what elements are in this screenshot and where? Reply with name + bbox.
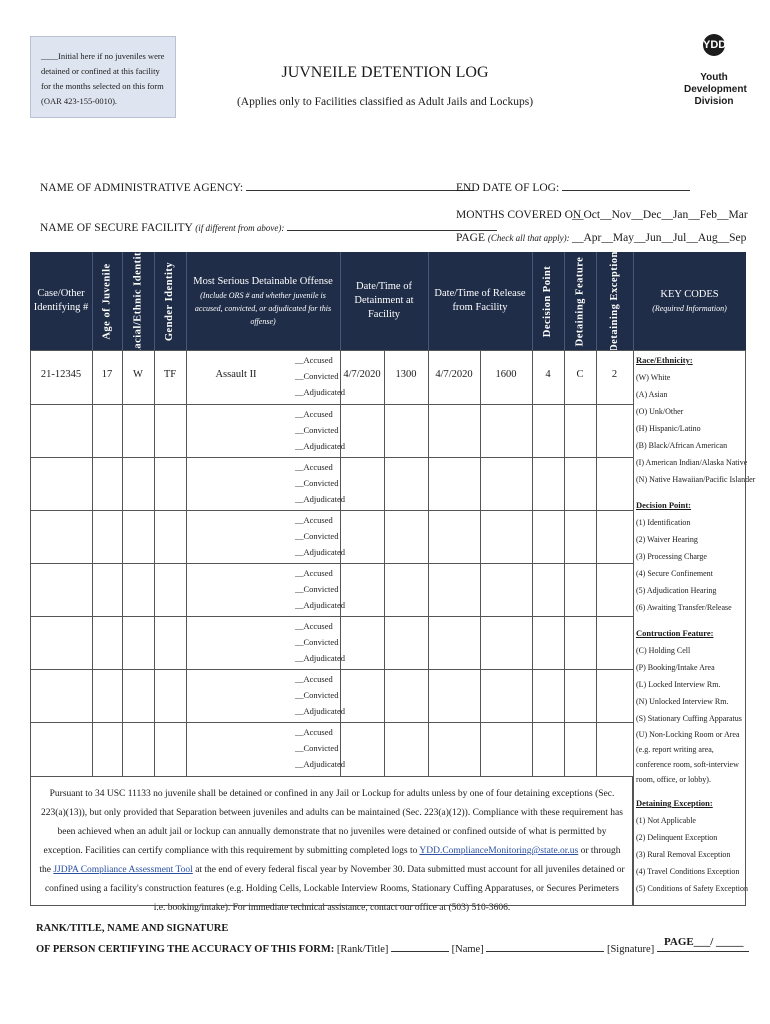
col-case-id-label: Case/Other Identifying # — [33, 288, 89, 313]
end-date-field[interactable] — [456, 180, 690, 194]
col-offense-note: (Include ORS # and whether juvenile is accused, convicted, or adjudicated for this offense) — [194, 290, 332, 326]
key-code-item: (3) Processing Charge — [636, 552, 707, 561]
key-code-item: (N) Unlocked Interview Rm. — [636, 697, 729, 706]
col-key-codes-label: KEY CODES — [660, 288, 719, 300]
key-code-item: (H) Hispanic/Latino — [636, 424, 701, 433]
col-detaining-exception-label: Detaining Exception — [609, 250, 621, 352]
rank-blank[interactable] — [391, 941, 449, 952]
logo-line-2: Development — [684, 84, 747, 95]
col-offense-label: Most Serious Detainable Offense — [193, 275, 333, 287]
key-code-item: (2) Delinquent Exception — [636, 833, 718, 842]
offense-option[interactable]: __Accused — [295, 727, 333, 737]
offense-option[interactable]: __Convicted — [295, 584, 339, 594]
key-code-item: (1) Identification — [636, 518, 691, 527]
offense-option[interactable]: __Adjudicated — [295, 494, 346, 504]
col-detaining-exception — [596, 252, 633, 350]
agency-field[interactable] — [40, 180, 474, 194]
form-subtitle: (Applies only to Facilities classified as Adult Jails and Lockups) — [236, 96, 534, 108]
key-code-item: (P) Booking/Intake Area — [636, 663, 715, 672]
col-detainment — [340, 252, 428, 350]
page-note: (Check all that apply): — [487, 233, 570, 243]
key-construction-last: (U) Non-Locking Room or Area (e.g. report writing area, conference room, soft-interview room, office, or lobby). — [636, 730, 740, 784]
signature-block[interactable] — [36, 918, 749, 960]
offense-option[interactable]: __Convicted — [295, 690, 339, 700]
logo-line-3: Division — [694, 96, 734, 107]
offense-option[interactable]: __Convicted — [295, 478, 339, 488]
table-border — [30, 350, 756, 906]
offense-option[interactable]: __Accused — [295, 674, 333, 684]
offense-option[interactable]: __Adjudicated — [295, 600, 346, 610]
page-label: PAGE — [456, 232, 485, 244]
agency-blank[interactable] — [246, 180, 474, 191]
col-key-codes — [633, 252, 746, 350]
col-race — [122, 245, 154, 357]
notice-part-2: or through the — [39, 846, 621, 875]
key-code-item: (B) Black/African American — [636, 441, 728, 450]
assessment-tool-link[interactable]: JJDPA Compliance Assessment Tool — [53, 865, 193, 875]
sig-line-1: RANK/TITLE, NAME AND SIGNATURE — [36, 923, 229, 934]
offense-option[interactable]: __Convicted — [295, 743, 339, 753]
offense-option[interactable]: __Accused — [295, 355, 333, 365]
secure-facility-field[interactable] — [40, 220, 497, 234]
page-number[interactable]: PAGE___/ _____ — [664, 936, 744, 948]
key-code-item: (4) Secure Confinement — [636, 569, 713, 578]
key-code-item: (S) Stationary Cuffing Apparatus — [636, 714, 742, 723]
offense-option[interactable]: __Adjudicated — [295, 759, 346, 769]
offense-option[interactable]: __Convicted — [295, 531, 339, 541]
key-code-item: (6) Awaiting Transfer/Release — [636, 603, 732, 612]
offense-option[interactable]: __Accused — [295, 409, 333, 419]
notice-part-1: Pursuant to 34 USC 11133 no juvenile shall be detained or confined in any Jail or Lockup for adults unless by one of four detaining exceptions (Sec. 223(a)(13)), but only provided that Separation between juveniles and adults can be maintained (Sec. 223(a)(12)). Compliance with these requirement has been achieved when an adult jail or lockup can annually demonstrate that no juveniles were detained or confined outside of what is permitted by exception. Facilities can certify compliance with this requirement by submitting completed logs to — [41, 789, 623, 856]
col-age-label: Age of Juvenile — [101, 262, 113, 340]
months-row-1[interactable]: __Oct__Nov__Dec__Jan__Feb__Mar — [572, 209, 748, 221]
exception-heading: Detaining Exception: — [636, 798, 713, 808]
rank-label: [Rank/Title] — [336, 944, 389, 955]
offense-option[interactable]: __Adjudicated — [295, 653, 346, 663]
sig-line-2: OF PERSON CERTIFYING THE ACCURACY OF THIS FORM: — [36, 944, 335, 955]
initial-note: ____Initial here if no juveniles were detained or confined at this facility for the months selected on this form (OAR 423-155-0010). — [41, 51, 165, 106]
key-code-item: (O) Unk/Other — [636, 407, 684, 416]
col-case-id — [30, 252, 92, 350]
race-heading: Race/Ethnicity: — [636, 355, 693, 365]
col-decision-point — [532, 252, 564, 350]
col-age — [92, 252, 122, 350]
cell-race[interactable]: W — [133, 369, 143, 380]
cell-feature[interactable]: C — [576, 369, 584, 380]
key-code-item: (5) Adjudication Hearing — [636, 586, 717, 595]
offense-option[interactable]: __Adjudicated — [295, 547, 346, 557]
col-offense — [186, 252, 340, 350]
offense-option[interactable]: __Adjudicated — [295, 706, 346, 716]
key-code-item: (N) Native Hawaiian/Pacific Islander — [636, 475, 756, 484]
compliance-email-link[interactable]: YDD.ComplianceMonitoring@state.or.us — [419, 846, 579, 856]
key-code-item: (4) Travel Conditions Exception — [636, 867, 740, 876]
offense-option[interactable]: __Convicted — [295, 425, 339, 435]
decision-heading: Decision Point: — [636, 500, 692, 510]
col-gender-label: Gender Identity — [164, 261, 176, 341]
key-code-item: (W) White — [636, 373, 671, 382]
end-date-label: END DATE OF LOG: — [456, 182, 560, 194]
offense-option[interactable]: __Accused — [295, 568, 333, 578]
form-title: JUVNEILE DETENTION LOG — [281, 64, 489, 81]
initial-note-box[interactable] — [30, 36, 176, 118]
cell-release-date[interactable]: 4/7/2020 — [435, 369, 473, 380]
cell-gender[interactable]: TF — [163, 369, 177, 380]
cell-release-time[interactable]: 1600 — [495, 369, 517, 380]
notice-part-3: at the end of every federal fiscal year by November 30. Data submitted must account for all juveniles detained or confined using a facility's construction features (e.g. Holding Cells, Lockable Interview Rooms, Stationary Cuffing Apparatuses, or Secures Perimeters i.e. booking/intake). For immediate technical assistance, contact our office at (503) 510-3606. — [44, 865, 625, 913]
page-months-label — [456, 232, 570, 244]
ydd-logo — [684, 34, 747, 114]
col-key-codes-note: (Required Information) — [652, 303, 727, 313]
secure-facility-note: (if different from above): — [195, 223, 285, 233]
offense-option[interactable]: __Convicted — [295, 371, 339, 381]
logo-line-1: Youth — [700, 72, 728, 83]
offense-option[interactable]: __Accused — [295, 515, 333, 525]
signature-label: [Signature] — [606, 944, 655, 955]
key-code-item: (5) Conditions of Safety Exception — [636, 884, 748, 893]
col-decision-point-label: Decision Point — [542, 265, 554, 337]
key-code-item: (2) Waiver Hearing — [636, 535, 698, 544]
offense-option[interactable]: __Accused — [295, 462, 333, 472]
cell-decision-point[interactable]: 4 — [545, 369, 551, 380]
key-code-item: (1) Not Applicable — [636, 816, 696, 825]
name-blank[interactable] — [486, 941, 604, 952]
col-detaining-feature-label: Detaining Feature — [574, 256, 586, 346]
construction-heading: Contruction Feature: — [636, 628, 714, 638]
col-gender — [154, 252, 186, 350]
col-release — [428, 252, 532, 350]
key-code-item: (3) Rural Removal Exception — [636, 850, 731, 859]
logo-mark: YDD — [703, 34, 725, 56]
cell-age[interactable]: 17 — [101, 369, 113, 380]
offense-option[interactable]: __Adjudicated — [295, 387, 346, 397]
cell-detain-time[interactable]: 1300 — [395, 369, 417, 380]
months-row-2[interactable]: __Apr__May__Jun__Jul__Aug__Sep — [572, 232, 747, 244]
cell-exception[interactable]: 2 — [611, 369, 618, 380]
key-code-item: (L) Locked Interview Rm. — [636, 680, 721, 689]
cell-case-id[interactable]: 21-12345 — [40, 369, 82, 380]
end-date-blank[interactable] — [562, 180, 690, 191]
key-code-item: (I) American Indian/Alaska Native — [636, 458, 748, 467]
months-label: MONTHS COVERED ON — [456, 209, 582, 221]
col-release-label: Date/Time of Release from Facility — [434, 288, 526, 313]
secure-facility-label: NAME OF SECURE FACILITY — [40, 222, 193, 234]
agency-label: NAME OF ADMINISTRATIVE AGENCY: — [40, 182, 244, 194]
cell-detain-date[interactable]: 4/7/2020 — [343, 369, 381, 380]
key-code-item: (A) Asian — [636, 390, 668, 399]
col-detainment-label: Date/Time of Detainment at Facility — [354, 281, 414, 320]
secure-facility-blank[interactable] — [287, 220, 497, 231]
col-detaining-feature — [564, 252, 596, 350]
col-race-label: Racial/Ethnic Identity — [132, 245, 144, 357]
cell-offense[interactable]: Assault II — [215, 369, 257, 380]
name-label: [Name] — [451, 944, 484, 955]
offense-option[interactable]: __Accused — [295, 621, 333, 631]
offense-option[interactable]: __Adjudicated — [295, 441, 346, 451]
table-header — [30, 245, 746, 357]
offense-option[interactable]: __Convicted — [295, 637, 339, 647]
key-code-item: (C) Holding Cell — [636, 646, 691, 655]
